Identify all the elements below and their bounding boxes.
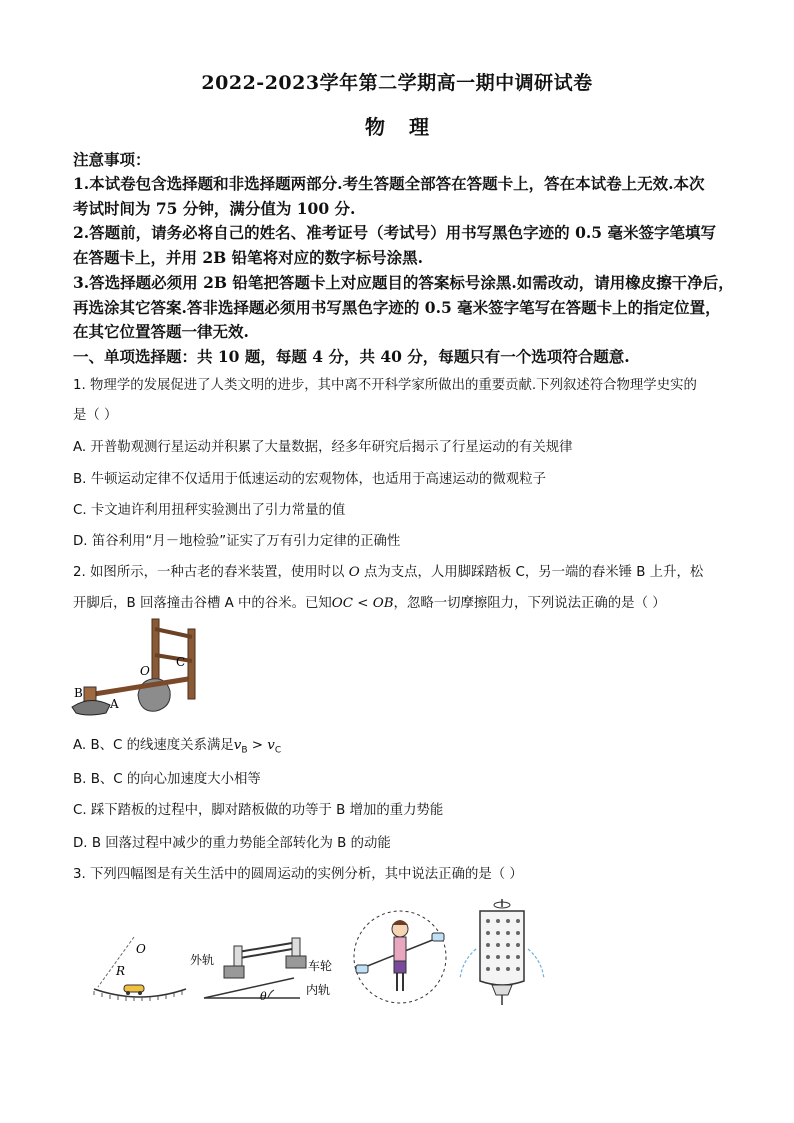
label-o: O xyxy=(136,942,146,956)
swinging-bottle-figure xyxy=(350,907,450,1007)
q2-option-a xyxy=(73,734,733,756)
velocity-subscript: C xyxy=(274,745,282,756)
greater-than-symbol: > xyxy=(247,738,268,753)
exam-title: 2022-2023学年第二学期高一期中调研试卷 xyxy=(201,72,593,94)
note-line: 在其它位置答题一律无效. xyxy=(73,322,249,341)
banked-rail-figure xyxy=(190,932,350,1004)
subject-char-1: 物 xyxy=(365,115,385,139)
q2-condition-formula: OC < OB xyxy=(331,596,394,611)
label-theta: θ xyxy=(260,990,267,1003)
q1-option-a: A. 开普勒观测行星运动并积累了大量数据，经多年研究后揭示了行星运动的有关规律 xyxy=(73,440,573,455)
label-r: R xyxy=(116,964,126,978)
section-heading: 一、单项选择题：共 10 题，每题 4 分，共 40 分，每题只有一个选项符合题意. xyxy=(73,347,630,366)
q2-stem-line2 xyxy=(73,592,733,611)
label-b: B xyxy=(74,686,83,700)
q1-option-d: D. 笛谷利用“月－地检验”证实了万有引力定律的正确性 xyxy=(73,534,401,549)
q2-stem-text: ，忽略一切摩擦阻力，下列说法正确的是（ ） xyxy=(393,596,666,611)
note-line: 再选涂其它答案.答非选择题必须用书写黑色字迹的 0.5 毫米签字笔写在答题卡上的指定位置， xyxy=(73,298,721,317)
note-line: 2.答题前，请务必将自己的姓名、准考证号（考试号）用书写黑色字迹的 0.5 毫米签字笔填写 xyxy=(73,223,716,242)
q1-stem-line1: 1. 物理学的发展促进了人类文明的进步，其中离不开科学家所做出的重要贡献.下列叙述符合物理学史实的 xyxy=(73,378,697,393)
velocity-symbol: v xyxy=(267,738,275,753)
subject-title xyxy=(0,111,794,140)
q2-stem-text: 开脚后，B 回落撞击谷槽 A 中的谷米。已知 xyxy=(73,596,332,611)
label-a: A xyxy=(110,697,119,711)
notes-heading: 注意事项： xyxy=(73,150,151,169)
q2-option-d: D. B 回落过程中减少的重力势能全部转化为 B 的动能 xyxy=(73,836,391,851)
rice-pounder-figure xyxy=(70,615,210,720)
label-outer-rail: 外轨 xyxy=(190,953,215,967)
subject-char-2: 理 xyxy=(409,115,429,139)
note-line: 在答题卡上，并用 2B 铅笔将对应的数字标号涂黑. xyxy=(73,248,424,267)
note-line: 1.本试卷包含选择题和非选择题两部分.考生答题全部答在答题卡上，答在本试卷上无效.本次 xyxy=(73,174,705,193)
q2-stem-text: 2. 如图所示，一种古老的舂米装置，使用时以 xyxy=(73,565,349,580)
q1-stem-line2: 是（ ） xyxy=(73,408,118,423)
q2-option-b: B. B、C 的向心加速度大小相等 xyxy=(73,772,261,787)
q2-stem-line1 xyxy=(73,561,733,580)
note-line: 3.答选择题必须用 2B 铅笔把答题卡上对应题目的答案标号涂黑.如需改动，请用橡皮擦干净后， xyxy=(73,273,734,292)
label-c: C xyxy=(176,655,186,669)
label-inner-rail: 内轨 xyxy=(306,983,331,997)
car-on-arc-figure xyxy=(90,925,190,1005)
note-line: 考试时间为 75 分钟，满分值为 100 分. xyxy=(73,199,356,218)
label-wheel: 车轮 xyxy=(308,959,333,973)
velocity-symbol: v xyxy=(233,738,242,753)
q2-option-c: C. 踩下踏板的过程中，脚对踏板做的功等于 B 增加的重力势能 xyxy=(73,803,444,818)
q1-option-b: B. 牛顿运动定律不仅适用于低速运动的宏观物体，也适用于高速运动的微观粒子 xyxy=(73,472,546,487)
q3-stem: 3. 下列四幅图是有关生活中的圆周运动的实例分析，其中说法正确的是（ ） xyxy=(73,867,523,882)
q1-option-c: C. 卡文迪许利用扭秤实验测出了引力常量的值 xyxy=(73,503,346,518)
q2-pivot-symbol: O xyxy=(348,565,360,580)
velocity-subscript: B xyxy=(241,745,248,756)
q2-option-a-text: A. B、C 的线速度关系满足 xyxy=(73,738,234,753)
q2-stem-text: 点为支点，人用脚踩踏板 C，另一端的舂米锤 B 上升，松 xyxy=(359,565,704,580)
spin-drum-figure xyxy=(458,897,548,1009)
label-o: O xyxy=(140,664,150,678)
